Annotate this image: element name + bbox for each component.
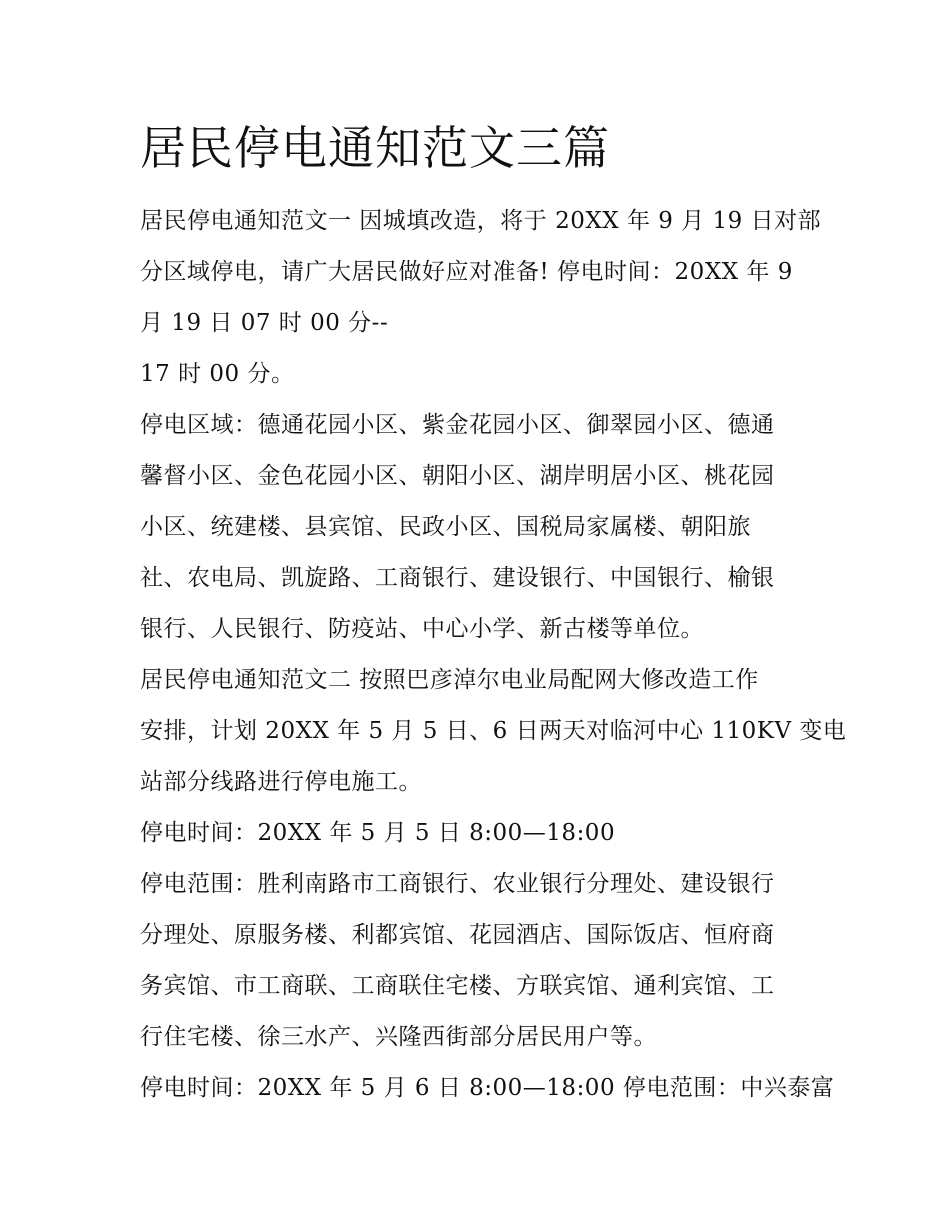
text-line-2: 分区域停电，请广大居民做好应对准备! 停电时间：20XX 年 9 (140, 259, 793, 285)
text-line-18: 停电时间：20XX 年 5 月 6 日 8:00—18:00 停电范围：中兴泰富 (140, 1075, 835, 1101)
text-line-13: 停电时间：20XX 年 5 月 5 日 8:00—18:00 (140, 820, 616, 846)
text-line-11: 安排，计划 20XX 年 5 月 5 日、6 日两天对临河中心 110KV 变电 (140, 718, 847, 744)
text-line-12: 站部分线路进行停电施工。 (140, 769, 422, 795)
text-line-15: 分理处、原服务楼、利都宾馆、花园酒店、国际饭店、恒府商 (140, 922, 775, 948)
text-line-5: 停电区域：德通花园小区、紫金花园小区、御翠园小区、德通 (140, 412, 775, 438)
text-line-9: 银行、人民银行、防疫站、中心小学、新古楼等单位。 (140, 616, 704, 642)
text-line-8: 社、农电局、凯旋路、工商银行、建设银行、中国银行、榆银 (140, 565, 775, 591)
text-line-6: 馨督小区、金色花园小区、朝阳小区、湖岸明居小区、桃花园 (140, 463, 775, 489)
text-line-17: 行住宅楼、徐三水产、兴隆西街部分居民用户等。 (140, 1024, 657, 1050)
page-title: 居民停电通知范文三篇 (140, 121, 610, 175)
text-line-14: 停电范围：胜利南路市工商银行、农业银行分理处、建设银行 (140, 871, 775, 897)
text-line-4: 17 时 00 分。 (140, 361, 295, 387)
text-line-10: 居民停电通知范文二 按照巴彦淖尔电业局配网大修改造工作 (140, 667, 759, 693)
text-line-16: 务宾馆、市工商联、工商联住宅楼、方联宾馆、通利宾馆、工 (140, 973, 775, 999)
text-line-3: 月 19 日 07 时 00 分-- (140, 310, 389, 336)
text-line-7: 小区、统建楼、县宾馆、民政小区、国税局家属楼、朝阳旅 (140, 514, 751, 540)
text-line-1: 居民停电通知范文一 因城填改造，将于 20XX 年 9 月 19 日对部 (140, 208, 822, 234)
